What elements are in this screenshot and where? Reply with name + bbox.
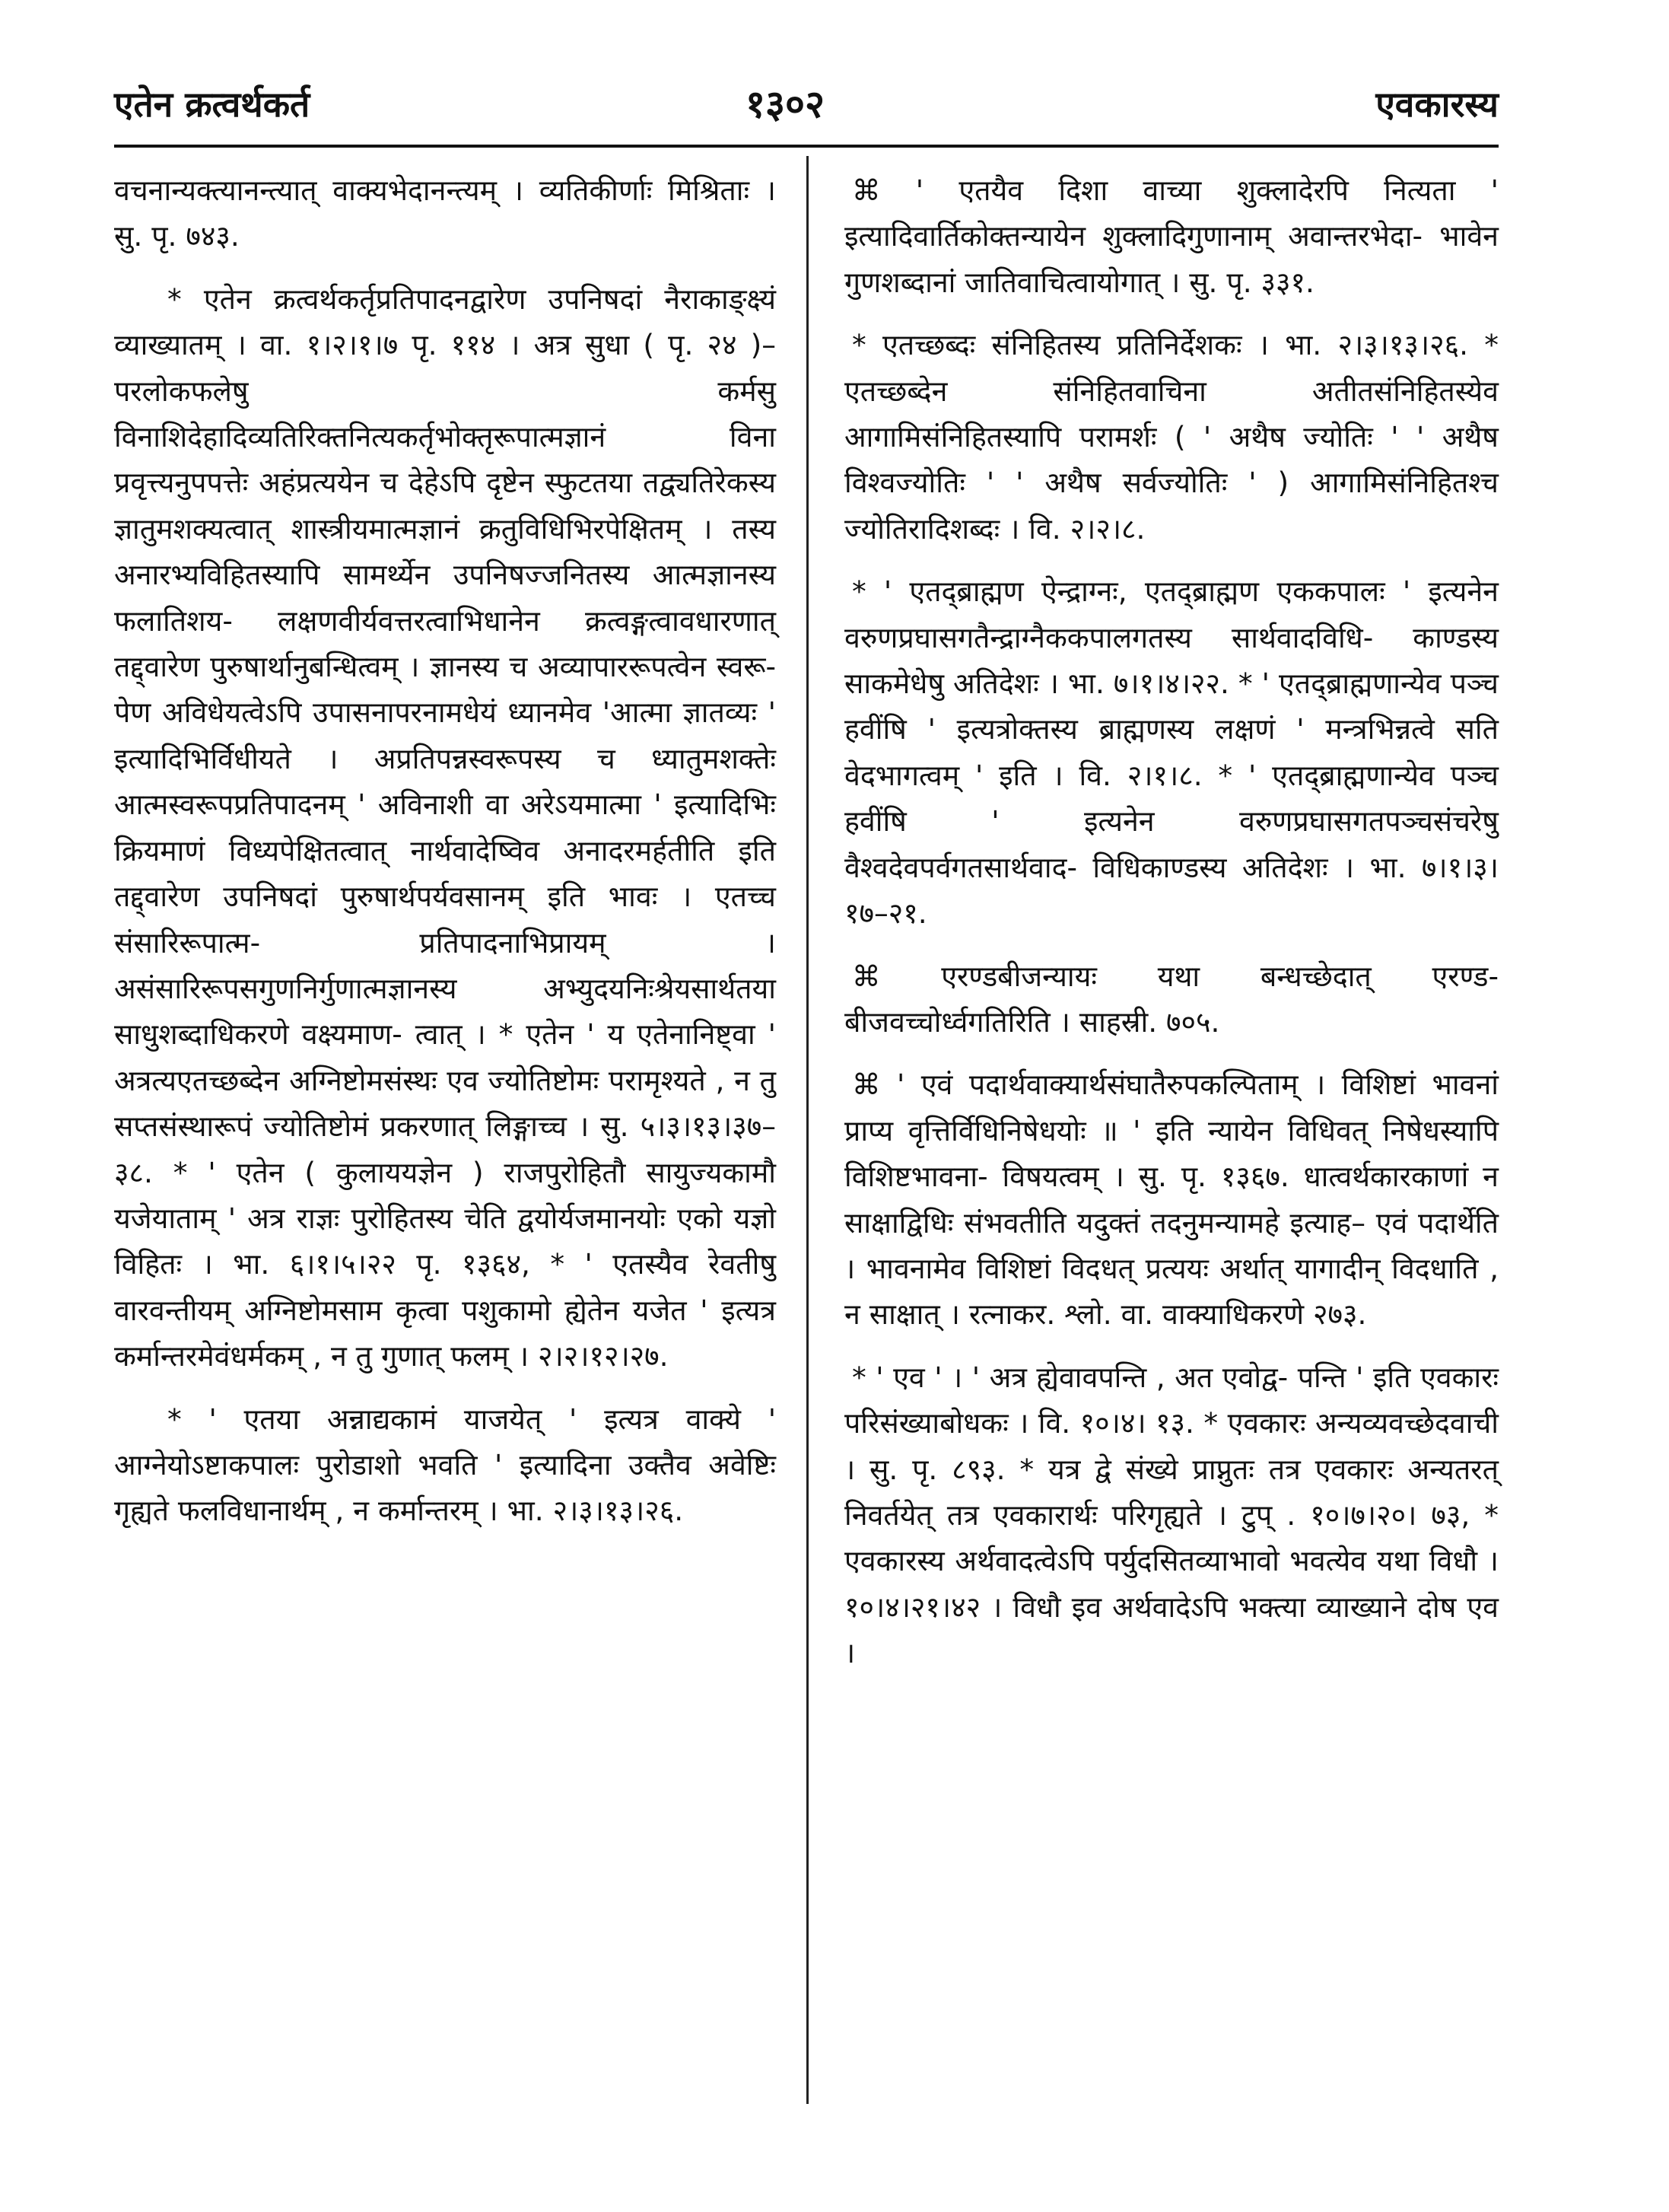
paragraph: वचनान्यक्त्यानन्त्यात् वाक्यभेदानन्त्यम् । व्यतिकीर्णाः मिश्रिताः । सु. पृ. ७४३.	[114, 173, 776, 253]
paragraph: ⌘ ' एवं पदार्थवाक्यार्थसंघातैरुपकल्पिताम् । विशिष्टां भावनां प्राप्य वृत्तिर्विधिनिषेधयोः ॥ ' इति न्यायेन विधिवत् निषेधस्यापि विशिष्टभावना- विषयत्वम् । सु. पृ. १३६७. धात्वर्थकारकाणां न साक्षाद्विधिः संभवतीति यदुक्तं तदनुमन्यामहे इत्याह– एवं पदार्थेति । भावनामेव विशिष्टां विदधत् प्रत्ययः अर्थात् यागादीन् विदधाति , न साक्षात् । रत्नाकर. श्लो. वा. वाक्याधिकरणे २७३.	[844, 1068, 1499, 1332]
header-left-catchword: एतेन क्रत्वर्थकर्त	[114, 84, 310, 125]
paragraph: * ' एतया अन्नाद्यकामं याजयेत् ' इत्यत्र वाक्ये ' आग्नेयोऽष्टाकपालः पुरोडाशो भवति ' इत्यादिना उक्तैव अवेष्टिः गृह्यते फलविधानार्थम् , न कर्मान्तरम् । भा. २।३।१३।२६.	[114, 1402, 776, 1528]
page-number: १३०२	[745, 82, 825, 126]
paragraph: ⌘ एरण्डबीजन्यायः यथा बन्धच्छेदात् एरण्ड- बीजवच्चोर्ध्वगतिरिति । साहस्री. ७०५.	[844, 959, 1499, 1039]
header-right-catchword: एवकारस्य	[1375, 84, 1499, 125]
paragraph: ⌘ ' एतयैव दिशा वाच्या शुक्लादेरपि नित्यता ' इत्यादिवार्तिकोक्तन्यायेन शुक्लादिगुणानाम् अवान्तरभेदा- भावेन गुणशब्दानां जातिवाचित्वायोगात् । सु. पृ. ३३१.	[844, 173, 1499, 299]
header-rule	[114, 145, 1499, 148]
left-column	[114, 167, 776, 1551]
paragraph: * ' एव ' । ' अत्र ह्येवावपन्ति , अत एवोद्व- पन्ति ' इति एवकारः परिसंख्याबोधकः । वि. १०।४। १३. * एवकारः अन्यव्यवच्छेदवाची । सु. पृ. ८९३. * यत्र द्वे संख्ये प्राप्नुतः तत्र एवकारः अन्यतरत् निवर्तयेत् तत्र एवकारार्थः परिगृह्यते । टुप् . १०।७।२०। ७३, * एवकारस्य अर्थवादत्वेऽपि पर्युदसितव्याभावो भवत्येव यथा विधौ । १०।४।२१।४२ । विधौ इव अर्थवादेऽपि भक्त्या व्याख्याने दोष एव ।	[844, 1360, 1499, 1670]
paragraph: * एतच्छब्दः संनिहितस्य प्रतिनिर्देशकः । भा. २।३।१३।२६. * एतच्छब्देन संनिहितवाचिना अतीतसंनिहितस्येव आगामिसंनिहितस्यापि परामर्शः ( ' अथैष ज्योतिः ' ' अथैष विश्वज्योतिः ' ' अथैष सर्वज्योतिः ' ) आगामिसंनिहितश्च ज्योतिरादिशब्दः । वि. २।२।८.	[844, 328, 1499, 546]
right-column	[844, 167, 1499, 1693]
paragraph: * ' एतद्ब्राह्मण ऐन्द्राग्नः, एतद्ब्राह्मण एककपालः ' इत्यनेन वरुणप्रघासगतैन्द्राग्नैककपालगतस्य सार्थवादविधि- काण्डस्य साकमेधेषु अतिदेशः । भा. ७।१।४।२२. * ' एतद्ब्राह्मणान्येव पञ्च हवींषि ' इत्यत्रोक्तस्य ब्राह्मणस्य लक्षणं ' मन्त्रभिन्नत्वे सति वेदभागत्वम् ' इति । वि. २।१।८. * ' एतद्ब्राह्मणान्येव पञ्च हवींषि ' इत्यनेन वरुणप्रघासगतपञ्चसंचरेषु वैश्वदेवपर्वगतसार्थवाद- विधिकाण्डस्य अतिदेशः । भा. ७।१।३।१७–२१.	[844, 574, 1499, 931]
column-divider	[806, 156, 809, 2104]
paragraph: * एतेन क्रत्वर्थकर्तृप्रतिपादनद्वारेण उपनिषदां नैराकाङ्क्ष्यं व्याख्यातम् । वा. १।२।१।७ पृ. ११४ । अत्र सुधा ( पृ. २४ )– परलोकफलेषु कर्मसु विनाशिदेहादिव्यतिरिक्तनित्यकर्तृभोक्तृरूपात्मज्ञानं विना प्रवृत्त्यनुपपत्तेः अहंप्रत्ययेन च देहेऽपि दृष्टेन स्फुटतया तद्व्यतिरेकस्य ज्ञातुमशक्यत्वात् शास्त्रीयमात्मज्ञानं क्रतुविधिभिरपेक्षितम् । तस्य अनारभ्यविहितस्यापि सामर्थ्येन उपनिषज्जनितस्य आत्मज्ञानस्य फलातिशय- लक्षणवीर्यवत्तरत्वाभिधानेन क्रत्वङ्गत्वावधारणात् तद्द्वारेण पुरुषार्थानुबन्धित्वम् । ज्ञानस्य च अव्यापाररूपत्वेन स्वरू- पेण अविधेयत्वेऽपि उपासनापरनामधेयं ध्यानमेव 'आत्मा ज्ञातव्यः ' इत्यादिभिर्विधीयते । अप्रतिपन्नस्वरूपस्य च ध्यातुमशक्तेः आत्मस्वरूपप्रतिपादनम् ' अविनाशी वा अरेऽयमात्मा ' इत्यादिभिः क्रियमाणं विध्यपेक्षितत्वात् नार्थवादेष्विव अनादरमर्हतीति इति तद्द्वारेण उपनिषदां पुरुषार्थपर्यवसानम् इति भावः । एतच्च संसारिरूपात्म- प्रतिपादनाभिप्रायम् । असंसारिरूपसगुणनिर्गुणात्मज्ञानस्य अभ्युदयनिःश्रेयसार्थतया साधुशब्दाधिकरणे वक्ष्यमाण- त्वात् । * एतेन ' य एतेनानिष्ट्वा ' अत्रत्यएतच्छब्देन अग्निष्टोमसंस्थः एव ज्योतिष्टोमः परामृश्यते , न तु सप्तसंस्थारूपं ज्योतिष्टोमं प्रकरणात् लिङ्गाच्च । सु. ५।३।१३।३७–३८. * ' एतेन ( कुलाययज्ञेन ) राजपुरोहितौ सायुज्यकामौ यजेयाताम् ' अत्र राज्ञः पुरोहितस्य चेति द्वयोर्यजमानयोः एको यज्ञो विहितः । भा. ६।१।५।२२ पृ. १३६४, * ' एतस्यैव रेवतीषु वारवन्तीयम् अग्निष्टोमसाम कृत्वा पशुकामो ह्येतेन यजेत ' इत्यत्र कर्मान्तरमेवंधर्मकम् , न तु गुणात् फलम् । २।२।१२।२७.	[114, 282, 776, 1373]
page-header	[114, 72, 1499, 141]
